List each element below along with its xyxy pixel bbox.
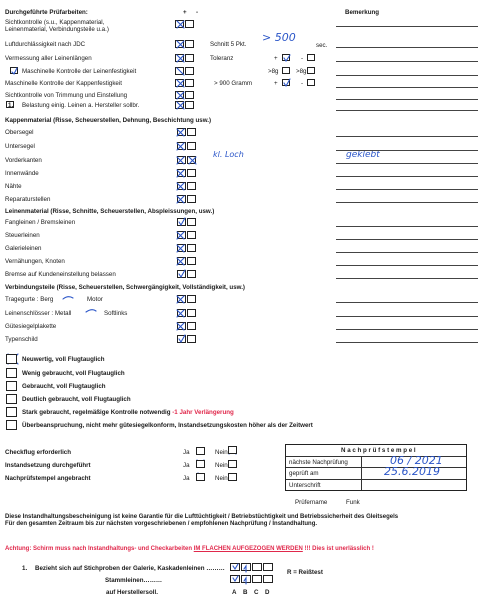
length-minus: - xyxy=(301,55,304,62)
warning-suffix: !!! Dies ist unerlässlich ! xyxy=(304,546,374,552)
status-label: Deutlich gebraucht, voll Flugtauglich xyxy=(22,396,131,403)
status-label: Wenig gebraucht, voll Flugtauglich xyxy=(22,370,125,377)
lines-item: Fangleinen / Bremsleinen xyxy=(5,219,76,226)
status-label: Gebraucht, voll Flugtauglich xyxy=(22,383,106,390)
canopy-item: Nähte xyxy=(5,183,22,190)
footer-line: auf Herstellersoll. xyxy=(106,589,158,596)
check-label-load: Belastung einig. Leinen a. Hersteller sollbr. xyxy=(22,102,140,109)
check-label-air: Luftdurchlässigkeit nach JDC xyxy=(5,41,86,48)
remark-handwritten: geklebt xyxy=(346,150,380,160)
check-label-canopystrength: Maschinelle Kontrolle der Kappenfestigkeit xyxy=(5,80,122,87)
section-title-canopy: Kappenmaterial (Risse, Scheuerstellen, Dehnung, Beschichtung usw.) xyxy=(5,117,212,124)
question-label: Checkflug erforderlich xyxy=(5,449,72,456)
inspector-name: Funk xyxy=(346,499,360,506)
footer-line: Stammleinen……… xyxy=(105,577,163,584)
question-label: Nachprüfstempel angebracht xyxy=(5,475,91,482)
check-label-visual-2: Leinenmaterial, Verbindungsteile u.a.) xyxy=(5,26,109,33)
nein-label: Nein xyxy=(215,462,228,469)
checked-on-value: 25.6.2019 xyxy=(384,465,440,479)
warning-underlined: IM FLACHEN AUFGEZOGEN WERDEN xyxy=(193,546,303,552)
status-label: Überbeanspruchung, nicht mehr gütesiegelkonform, Instandsetzungskosten höher als der Zeitwert xyxy=(22,422,313,429)
remark-header: Bemerkung xyxy=(345,9,380,16)
stamp-title: N a c h p r ü f s t e m p e l xyxy=(341,447,416,454)
canopystrength-extra: > 900 Gramm xyxy=(214,80,252,87)
status-label: Neuwertig, voll Flugtauglich xyxy=(22,356,105,363)
connector-item: Typenschild xyxy=(5,336,38,343)
canopy-item: Untersegel xyxy=(5,143,35,150)
status-warning: -1 Jahr Verlängerung xyxy=(170,409,234,416)
canopy-item: Innenwände xyxy=(5,170,39,177)
check-label-length: Vermessung aller Leinenlängen xyxy=(5,55,92,62)
ja-label: Ja xyxy=(183,449,190,456)
linestrength-extra-a: >8g xyxy=(268,68,279,75)
lines-item: Bremse auf Kundeneinstellung belassen xyxy=(5,271,116,278)
ja-label: Ja xyxy=(183,475,190,482)
length-extra: Toleranz xyxy=(210,55,234,62)
canopystrength-minus: - xyxy=(301,80,304,87)
air-extra: Schnitt 5 Pkt. xyxy=(210,41,247,48)
minus-header: - xyxy=(196,9,199,16)
lines-item: Vernähungen, Knoten xyxy=(5,258,65,265)
connector-item: Tragegurte : Berg xyxy=(5,296,54,303)
canopy-item: Obersegel xyxy=(5,129,34,136)
connector-item: Leinenschlösser : Metall xyxy=(5,310,72,317)
status-label: Stark gebraucht, regelmäßige Kontrolle notwendig -1 Jahr Verlängerung xyxy=(22,409,234,416)
connector-item: Gütesiegelplakette xyxy=(5,323,57,330)
check-label-linestrength: Maschinelle Kontrolle der Leinenfestigkeit xyxy=(22,68,137,75)
canopy-note-handwritten: kl. Loch xyxy=(213,150,244,159)
check-label-visual: Sichtkontrolle (s.u., Kappenmaterial, xyxy=(5,19,105,26)
air-unit: sec. xyxy=(316,42,328,49)
letter-c: C xyxy=(254,589,259,596)
form-title: Durchgeführte Prüfarbeiten: xyxy=(5,9,88,16)
canopystrength-plus: + xyxy=(274,80,278,87)
section-title-lines: Leinenmaterial (Risse, Schnitte, Scheuerstellen, Abspleissungen, usw.) xyxy=(5,208,215,215)
letter-a: A xyxy=(232,589,237,596)
letter-b: B xyxy=(243,589,248,596)
footer-num: 1. xyxy=(22,565,28,572)
ja-label: Ja xyxy=(183,462,190,469)
connector-extra: Motor xyxy=(87,296,103,303)
lines-item: Steuerleinen xyxy=(5,232,40,239)
connector-extra: Softlinks xyxy=(104,310,128,317)
footer-line: Bezieht sich auf Stichproben der Galerie, Kaskadenleinen ……… xyxy=(35,565,225,572)
warning-prefix: Achtung: Schirm muss nach Instandhaltungs- und Checkarbeiten xyxy=(5,546,193,552)
nein-label: Nein xyxy=(215,475,228,482)
air-handwritten: > 500 xyxy=(262,31,296,44)
canopy-item: Vorderkanten xyxy=(5,157,42,164)
linestrength-extra-b: >8g xyxy=(296,68,307,75)
letter-d: D xyxy=(265,589,270,596)
plus-header: + xyxy=(183,9,187,16)
load-number: 1. xyxy=(8,102,14,109)
disclaimer-line: Diese Instandhaltungsbescheinigung ist keine Garantie für die Lufttüchtigkeit / Betriebstüchtigkeit und Betriebssicherheit des Gleitsegels xyxy=(5,514,399,520)
next-inspection-value: 06 / 2021 xyxy=(390,454,443,467)
stamp-label: Unterschrift xyxy=(289,481,321,489)
inspector-name-label: Prüfername xyxy=(295,499,328,506)
section-title-connectors: Verbindungsteile (Risse, Scheuerstellen, Schwergängigkeit, Vollständigkeit, usw.) xyxy=(5,284,245,291)
disclaimer-line: Für den gesamten Zeitraum bis zur nächsten vorgeschriebenen / empfohlenen Nachprüfung / Instandhaltung. xyxy=(5,521,318,527)
nein-label: Nein xyxy=(215,449,228,456)
question-label: Instandsetzung durchgeführt xyxy=(5,462,91,469)
footer-legend: R = Reißtest xyxy=(287,569,323,576)
stamp-label: geprüft am xyxy=(289,470,319,478)
check-label-trim: Sichtkontrolle von Trimmung und Einstellung xyxy=(5,92,128,99)
stamp-label: nächste Nachprüfung xyxy=(289,459,348,466)
lines-item: Galerieleinen xyxy=(5,245,42,252)
canopy-item: Reparaturstellen xyxy=(5,196,51,203)
length-plus: + xyxy=(274,55,278,62)
